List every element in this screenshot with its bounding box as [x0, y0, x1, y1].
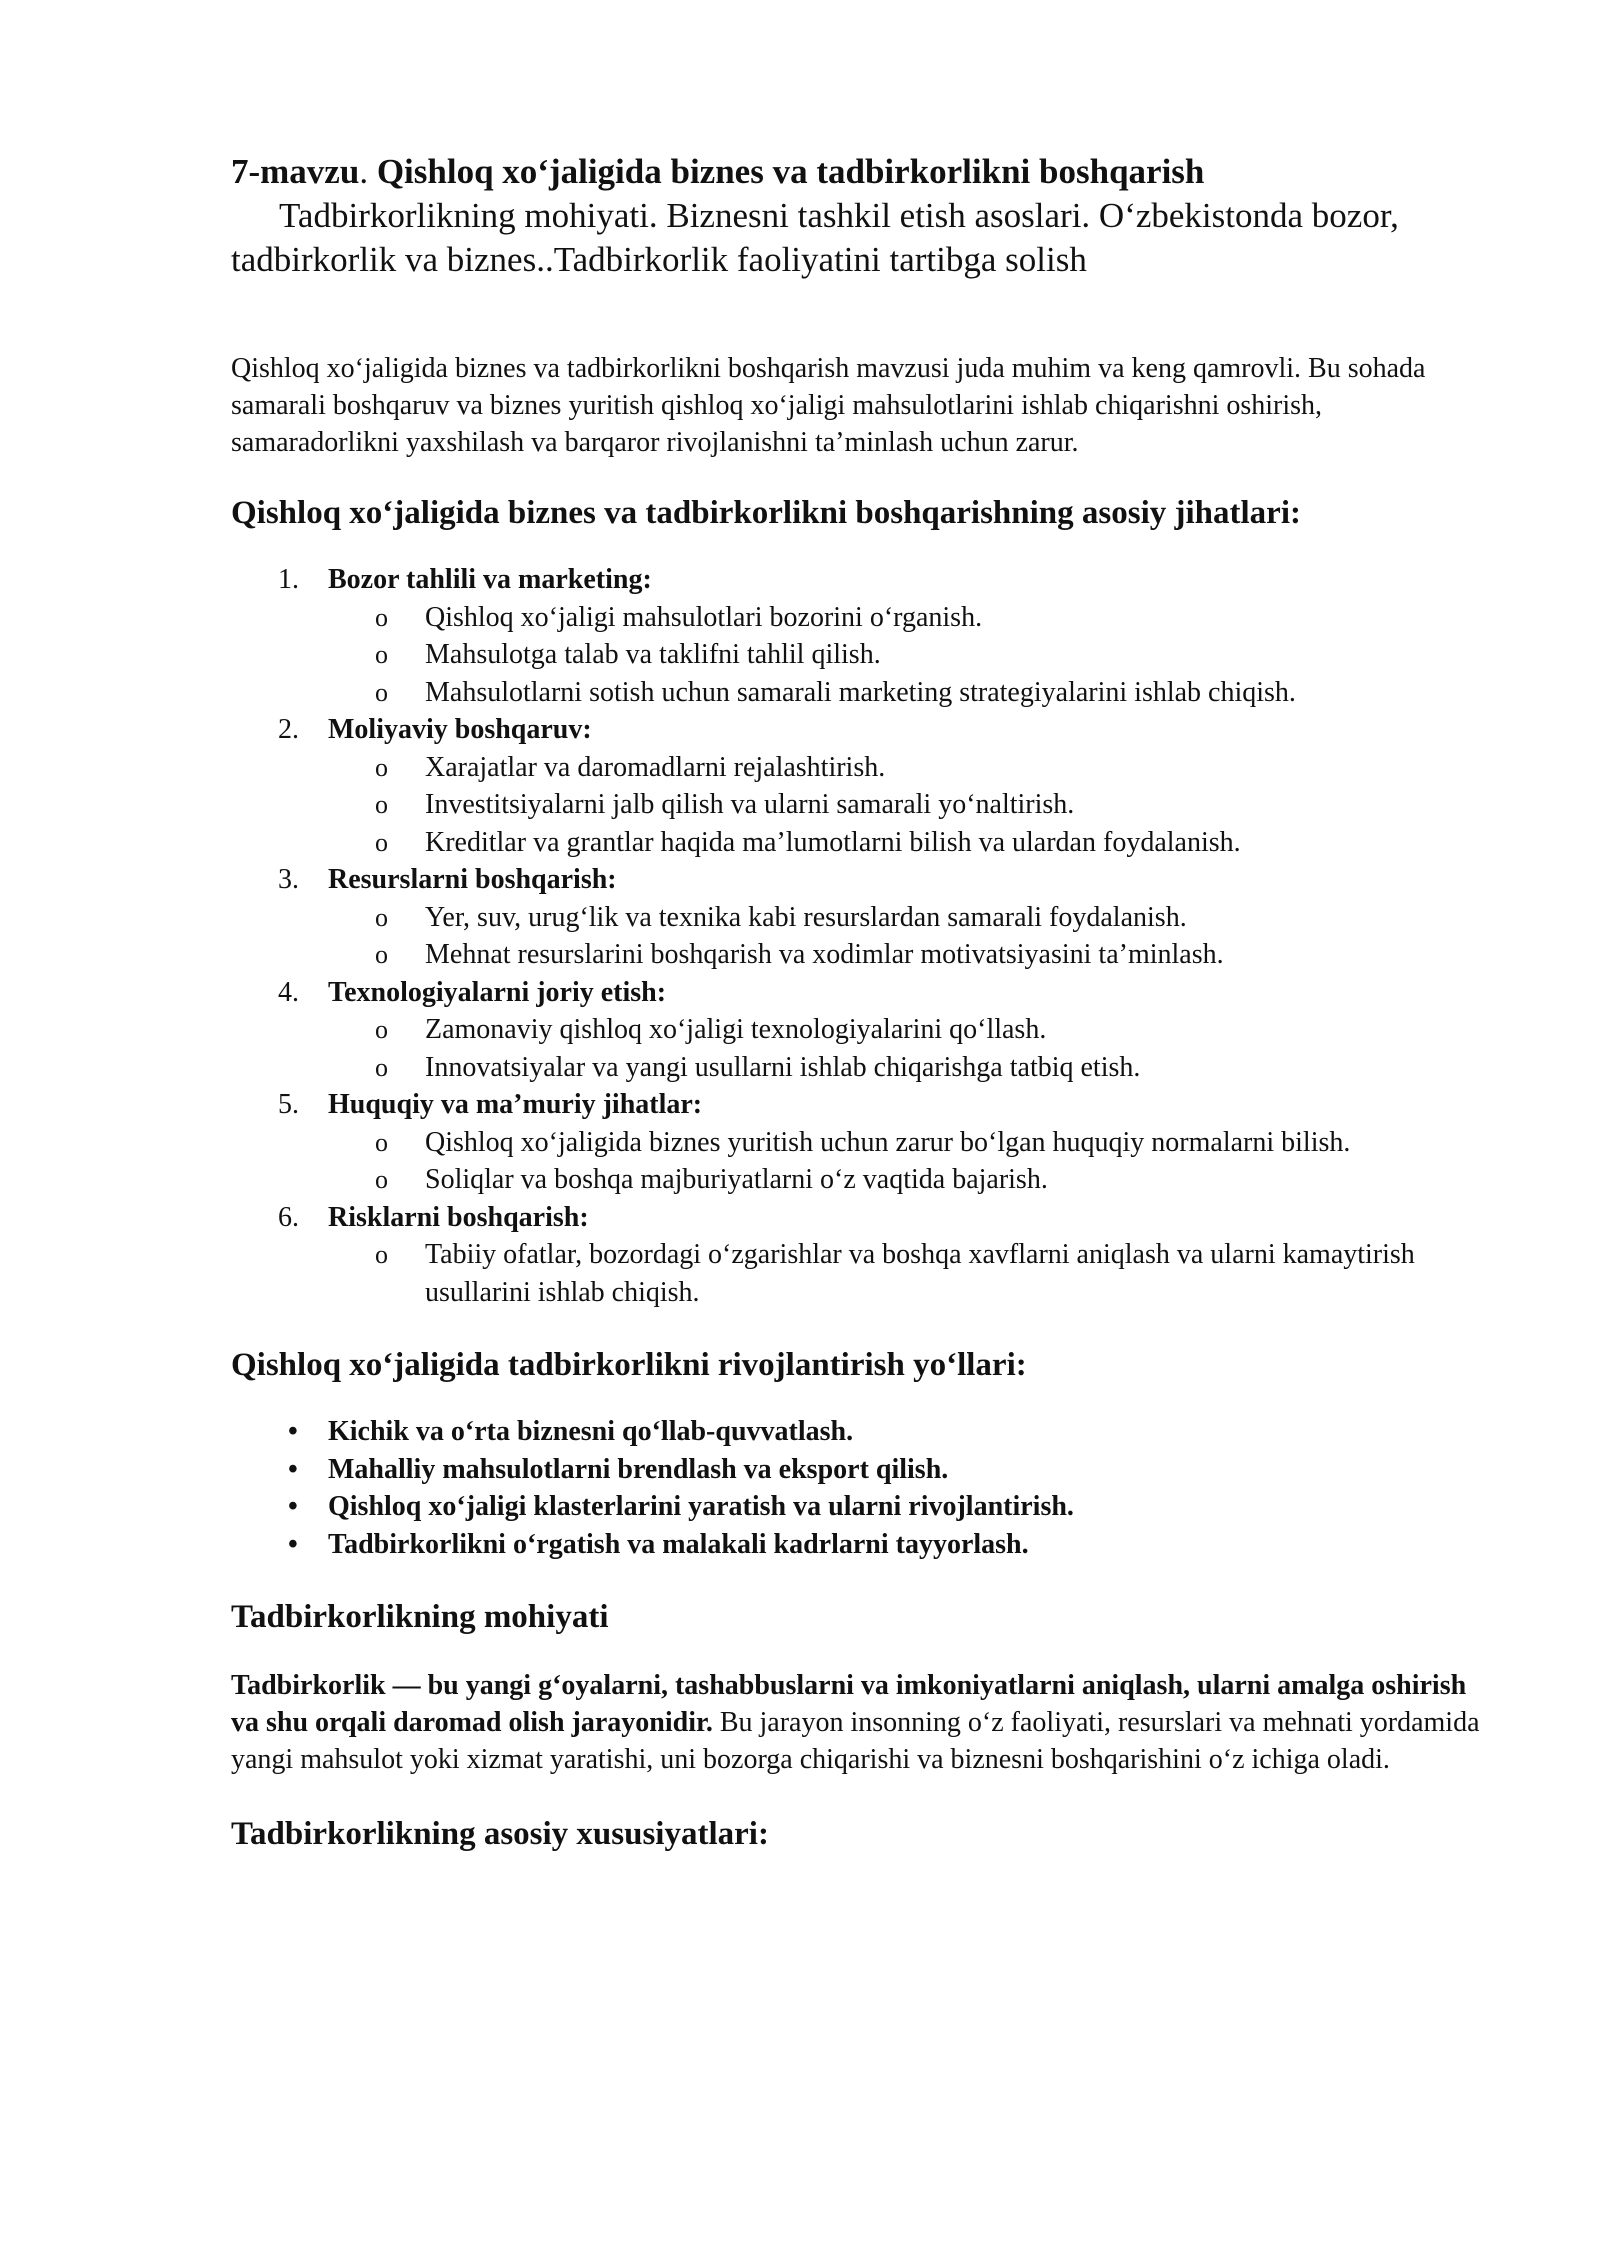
list-item: [231, 861, 1491, 974]
circle-bullet-icon: o: [375, 827, 388, 857]
sub-list-text: Investitsiyalarni jalb qilish va ularni samarali yo‘naltirish.: [425, 789, 1075, 820]
sub-list: [328, 1124, 1491, 1199]
bullet-item: [231, 1526, 1491, 1564]
sub-list-text: Qishloq xo‘jaligi mahsulotlari bozorini o‘rganish.: [425, 601, 983, 633]
sub-list-item: [231, 1161, 1491, 1199]
topic-title: [231, 150, 1491, 194]
list-item-title: Moliyaviy boshqaruv:: [328, 714, 592, 745]
circle-bullet-icon: o: [375, 790, 388, 819]
section1-list: [231, 561, 1491, 1311]
sub-list-item: [231, 824, 1491, 862]
document-page: [231, 150, 1491, 1856]
sub-list-text: Yer, suv, urug‘lik va texnika kabi resurslardan samarali foydalanish.: [425, 901, 1187, 933]
topic-heading: Qishloq xo‘jaligida biznes va tadbirkorlikni boshqarish: [368, 152, 1205, 191]
topic-subtitle: Tadbirkorlikning mohiyati. Biznesni tashkil etish asoslari. O‘zbekistonda bozor, tadbirkorlik va biznes..Tadbirkorlik faoliyatini tartibga solish: [231, 196, 1399, 279]
intro-paragraph: Qishloq xo‘jaligida biznes va tadbirkorlikni boshqarish mavzusi juda muhim va keng qamrovli. Bu sohada samarali boshqaruv va biznes yuritish qishloq xo‘jaligi mahsulotlarini ishlab chiqarishni oshirish, samaradorlikni yaxshilash va barqaror rivojlanishni ta’minlash uchun zarur.: [231, 353, 1426, 458]
sub-list-item: [231, 749, 1491, 787]
topic-prefix: 7-mavzu: [231, 152, 360, 191]
circle-bullet-icon: o: [375, 677, 388, 707]
circle-bullet-icon: o: [375, 1165, 388, 1194]
sub-list-item: [231, 1011, 1491, 1049]
sub-list-text: Xarajatlar va daromadlarni rejalashtirish.: [425, 751, 886, 783]
list-number: 6.: [278, 1201, 299, 1233]
sub-list-text: Zamonaviy qishloq xo‘jaligi texnologiyalarini qo‘llash.: [425, 1014, 1047, 1045]
sub-list-text: Soliqlar va boshqa majburiyatlarni o‘z vaqtida bajarish.: [425, 1164, 1048, 1195]
list-item-title: Resurslarni boshqarish:: [328, 864, 617, 895]
list-item-title: Huquqiy va ma’muriy jihatlar:: [328, 1089, 703, 1120]
list-number: 5.: [278, 1089, 299, 1120]
sub-list-text: Mahsulotlarni sotish uchun samarali marketing strategiyalarini ishlab chiqish.: [425, 676, 1296, 708]
section3-definition: Tadbirkorlik — bu yangi g‘oyalarni, tashabbuslarni va imkoniyatlarni aniqlash, ularni amalga oshirish va shu orqali daromad olish jarayonidir.: [231, 1670, 1467, 1738]
circle-bullet-icon: o: [375, 940, 388, 969]
circle-bullet-icon: o: [375, 902, 388, 932]
bullet-dot-icon: •: [288, 1491, 298, 1522]
list-number: 4.: [278, 976, 299, 1008]
circle-bullet-icon: o: [375, 1052, 388, 1082]
list-number: 3.: [278, 864, 299, 895]
section3-paragraph: [231, 1667, 1491, 1778]
bullet-dot-icon: •: [288, 1416, 298, 1447]
bullet-dot-icon: •: [288, 1453, 298, 1485]
list-item: [231, 1086, 1491, 1199]
sub-list-text: Mahsulotga talab va taklifni tahlil qilish.: [425, 639, 881, 670]
sub-list: [328, 899, 1491, 974]
sub-list: [328, 1236, 1491, 1311]
bullet-text: Qishloq xo‘jaligi klasterlarini yaratish va ularni rivojlantirish.: [328, 1491, 1074, 1522]
circle-bullet-icon: o: [375, 1015, 388, 1044]
bullet-dot-icon: •: [288, 1528, 298, 1560]
list-item-title: Risklarni boshqarish:: [328, 1201, 589, 1233]
bullet-item: [231, 1451, 1491, 1489]
sub-list-item: [231, 786, 1491, 824]
sub-list-item: [231, 899, 1491, 937]
circle-bullet-icon: o: [375, 602, 388, 632]
sub-list: [328, 599, 1491, 712]
sub-list-text: Kreditlar va grantlar haqida ma’lumotlarni bilish va ulardan foydalanish.: [425, 826, 1241, 858]
sub-list: [328, 749, 1491, 862]
circle-bullet-icon: o: [375, 1127, 388, 1157]
list-item: [231, 711, 1491, 861]
sub-list-item: [231, 674, 1491, 712]
circle-bullet-icon: o: [375, 752, 388, 782]
bullet-text: Mahalliy mahsulotlarni brendlash va eksport qilish.: [328, 1453, 949, 1485]
sub-list-item: [231, 599, 1491, 637]
bullet-text: Tadbirkorlikni o‘rgatish va malakali kadrlarni tayyorlash.: [328, 1528, 1029, 1560]
sub-list-text: Innovatsiyalar va yangi usullarni ishlab chiqarishga tatbiq etish.: [425, 1051, 1141, 1083]
list-item-title: Bozor tahlili va marketing:: [328, 564, 652, 595]
list-number: 2.: [278, 714, 299, 745]
list-item: [231, 974, 1491, 1087]
sub-list-item: [231, 936, 1491, 974]
sub-list-item: [231, 1124, 1491, 1162]
section2-list: [231, 1413, 1491, 1563]
topic-sep: .: [359, 152, 369, 191]
sub-list-item: [231, 636, 1491, 674]
list-number: 1.: [278, 564, 299, 595]
section1-heading: Qishloq xo‘jaligida biznes va tadbirkorlikni boshqarishning asosiy jihatlari:: [231, 495, 1301, 531]
sub-list: [328, 1011, 1491, 1086]
sub-list-item: [231, 1049, 1491, 1087]
section2-heading: Qishloq xo‘jaligida tadbirkorlikni rivojlantirish yo‘llari:: [231, 1347, 1027, 1383]
list-item: [231, 561, 1491, 711]
section3-text: Bu jarayon insonning o‘z faoliyati, resurslari va mehnati yordamida yangi mahsulot yoki xizmat yaratishi, uni bozorga chiqarishi va biznesni boshqarishini o‘z ichiga oladi.: [231, 1707, 1480, 1775]
bullet-item: [231, 1488, 1491, 1526]
sub-list-item: [231, 1236, 1491, 1311]
circle-bullet-icon: o: [375, 1240, 388, 1269]
sub-list-text: Mehnat resurslarini boshqarish va xodimlar motivatsiyasini ta’minlash.: [425, 939, 1224, 970]
sub-list-text: Tabiiy ofatlar, bozordagi o‘zgarishlar va boshqa xavflarni aniqlash va ularni kamaytirish usullarini ishlab chiqish.: [425, 1239, 1415, 1308]
list-item: [231, 1199, 1491, 1312]
section4-heading: Tadbirkorlikning asosiy xususiyatlari:: [231, 1816, 769, 1852]
list-item-title: Texnologiyalarni joriy etish:: [328, 976, 667, 1008]
bullet-text: Kichik va o‘rta biznesni qo‘llab-quvvatlash.: [328, 1416, 854, 1447]
sub-list-text: Qishloq xo‘jaligida biznes yuritish uchun zarur bo‘lgan huquqiy normalarni bilish.: [425, 1126, 1351, 1158]
bullet-item: [231, 1413, 1491, 1451]
circle-bullet-icon: o: [375, 640, 388, 669]
section3-heading: Tadbirkorlikning mohiyati: [231, 1599, 609, 1635]
